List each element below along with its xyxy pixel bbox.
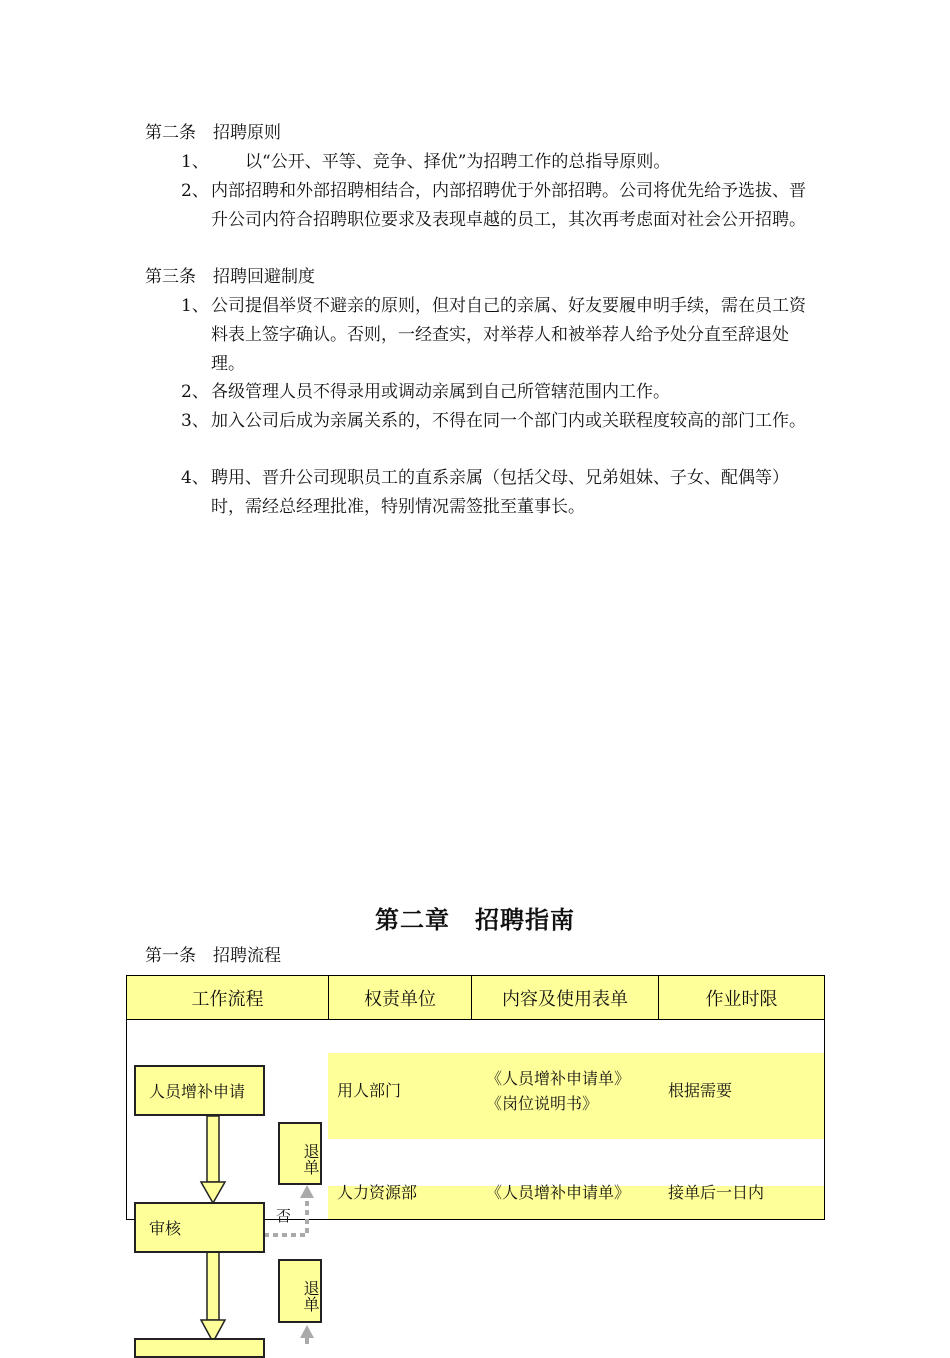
article3-heading: 第三条 招聘回避制度 xyxy=(145,267,315,287)
article3-item3-number: 3、 xyxy=(181,411,209,431)
flow-no-label: 否 xyxy=(276,1207,292,1225)
article3-item3-text: 加入公司后成为亲属关系的，不得在同一个部门内或关联程度较高的部门工作。 xyxy=(211,411,806,431)
flow-step-staff-request-label: 人员增补申请 xyxy=(149,1082,246,1101)
flow-reject-1 xyxy=(278,1122,322,1185)
article3-item2-text: 各级管理人员不得录用或调动亲属到自己所管辖范围内工作。 xyxy=(211,382,670,402)
article2-item1-text: 以“公开、平等、竞争、择优”为招聘工作的总指导原则。 xyxy=(245,152,671,172)
table-row-2-time: 接单后一日内 xyxy=(668,1183,765,1202)
reject-dotted-arrow-2 xyxy=(300,1325,314,1344)
table-row-2-unit: 人力资源部 xyxy=(337,1183,418,1202)
chapter-title: 第二章 招聘指南 xyxy=(375,905,575,934)
article3-item2-number: 2、 xyxy=(181,382,209,402)
article2-item2-text: 内部招聘和外部招聘相结合，内部招聘优于外部招聘。公司将优先给予选拔、晋升公司内符合招聘职位要求及表现卓越的员工，其次再考虑面对社会公开招聘。 xyxy=(211,181,806,230)
flow-reject-2 xyxy=(278,1259,322,1323)
article1-heading: 第一条 招聘流程 xyxy=(145,946,281,966)
article3-item4-text: 聘用、晋升公司现职员工的直系亲属（包括父母、兄弟姐妹、子女、配偶等）时，需经总经理批准，特别情况需签批至董事长。 xyxy=(211,468,789,517)
table-header-forms: 内容及使用表单 xyxy=(471,975,659,1020)
article3-item1-text: 公司提倡举贤不避亲的原则，但对自己的亲属、好友要履申明手续，需在员工资料表上签字确认。否则，一经查实，对举荐人和被举荐人给予处分直至辞退处理。 xyxy=(211,296,806,374)
flow-step-review-label: 审核 xyxy=(149,1219,182,1238)
table-row-1-form-2: 《岗位说明书》 xyxy=(486,1094,599,1113)
table-header-responsible-unit: 权责单位 xyxy=(328,975,472,1020)
flow-step-next xyxy=(134,1338,265,1358)
table-row-1-time: 根据需要 xyxy=(668,1081,733,1100)
flow-step-review xyxy=(134,1202,265,1253)
flow-reject-2-label: 退单 xyxy=(301,1280,320,1312)
article3-item1-number: 1、 xyxy=(181,296,209,316)
down-arrow-1 xyxy=(201,1116,225,1203)
table-row-2-form-1: 《人员增补申请单》 xyxy=(486,1183,631,1202)
article2-item2-number: 2、 xyxy=(181,181,209,201)
down-arrow-2 xyxy=(201,1252,225,1342)
table-row-1-unit: 用人部门 xyxy=(337,1081,402,1100)
table-row-1-form-1: 《人员增补申请单》 xyxy=(486,1069,631,1088)
article2-item1-number: 1、 xyxy=(181,152,209,172)
flow-step-staff-request xyxy=(134,1065,265,1116)
table-header-workflow: 工作流程 xyxy=(126,975,329,1020)
article2-heading: 第二条 招聘原则 xyxy=(145,123,281,143)
article3-item4-number: 4、 xyxy=(181,468,209,488)
flow-reject-1-label: 退单 xyxy=(301,1142,320,1175)
table-header-time-limit: 作业时限 xyxy=(658,975,825,1020)
